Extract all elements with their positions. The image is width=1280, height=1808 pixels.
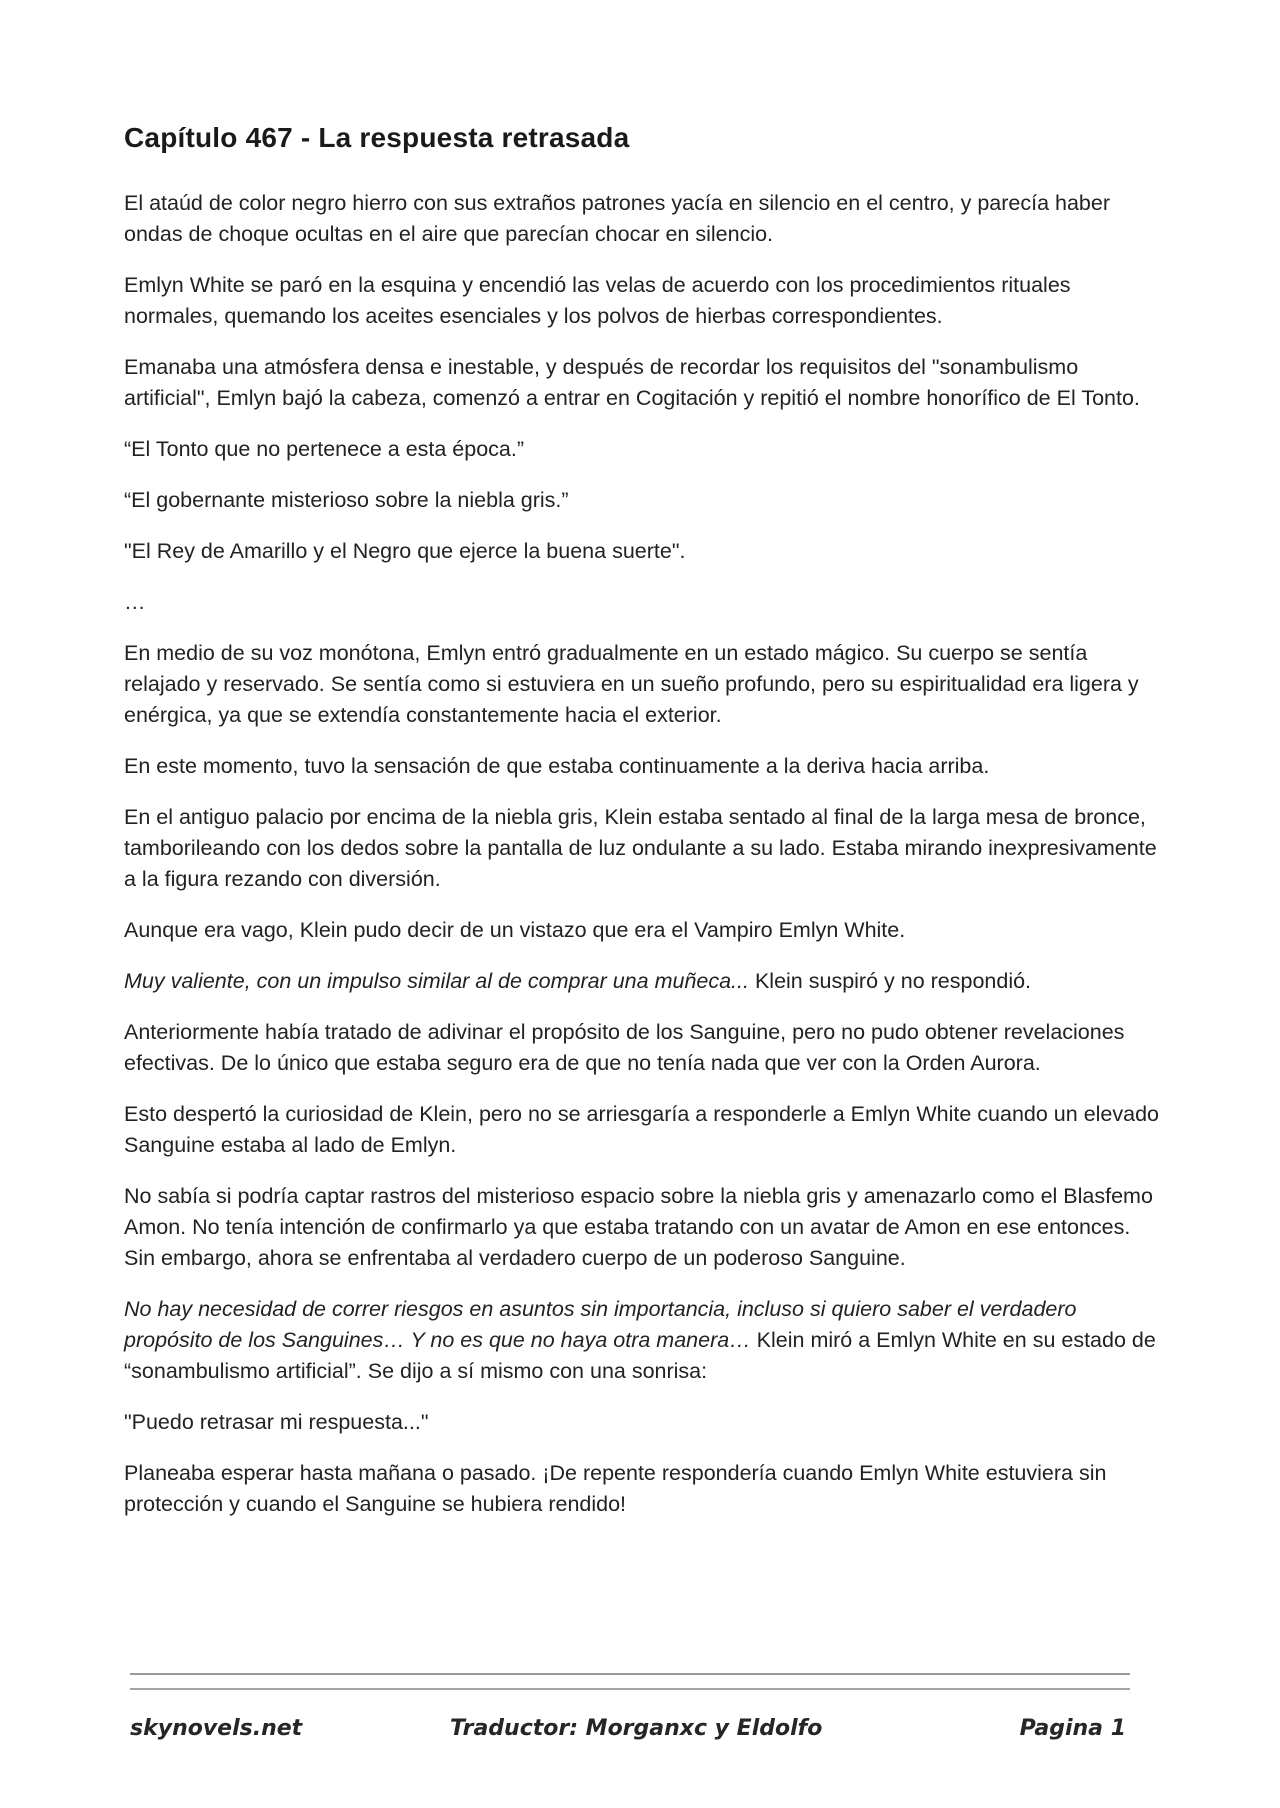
paragraph [124,270,1164,332]
chapter-title: Capítulo 467 - La respuesta retrasada [124,122,630,153]
paragraph [124,638,1164,731]
paragraph [124,751,1164,782]
paragraph [124,1017,1164,1079]
paragraph-run: “El Tonto que no pertenece a esta época.” [124,437,525,461]
paragraph-run: "El Rey de Amarillo y el Negro que ejerce la buena suerte". [124,539,686,563]
page-footer [130,1716,1130,1750]
paragraph-run: En medio de su voz monótona, Emlyn entró gradualmente en un estado mágico. Su cuerpo se sentía relajado y reservado. Se sentía como si estuviera en un sueño profundo, pero su espiritualidad era ligera y enérgica, ya que se extendía constantemente hacia el exterior. [124,641,1139,727]
paragraph-run: "Puedo retrasar mi respuesta..." [124,1410,429,1434]
chapter-body [124,188,1164,1540]
paragraph-run: Emanaba una atmósfera densa e inestable, y después de recordar los requisitos del "sonambulismo artificial", Emlyn bajó la cabeza, comenzó a entrar en Cogitación y repitió el nombre honorífico de El Tonto. [124,355,1140,410]
paragraph-run: … [124,590,146,614]
paragraph [124,1458,1164,1520]
paragraph [124,352,1164,414]
paragraph-run: Emlyn White se paró en la esquina y encendió las velas de acuerdo con los procedimientos rituales normales, quemando los aceites esenciales y los polvos de hierbas correspondientes. [124,273,1071,328]
footer-divider-bottom [130,1688,1130,1690]
paragraph [124,587,1164,618]
paragraph-italic-run: No hay necesidad de correr riesgos en asuntos sin importancia, incluso si quiero saber el verdadero propósito de los Sanguines… Y no es que no haya otra manera… [124,1297,1077,1352]
paragraph-run: Planeaba esperar hasta mañana o pasado. ¡De repente respondería cuando Emlyn White estuviera sin protección y cuando el Sanguine se hubiera rendido! [124,1461,1107,1516]
paragraph-run: El ataúd de color negro hierro con sus extraños patrones yacía en silencio en el centro, y parecía haber ondas de choque ocultas en el aire que parecían chocar en silencio. [124,191,1110,246]
paragraph [124,536,1164,567]
paragraph-run: “El gobernante misterioso sobre la niebla gris.” [124,488,569,512]
paragraph [124,915,1164,946]
paragraph-run: Anteriormente había tratado de adivinar el propósito de los Sanguine, pero no pudo obtener revelaciones efectivas. De lo único que estaba seguro era de que no tenía nada que ver con la Orden Aurora. [124,1020,1125,1075]
paragraph-run: No sabía si podría captar rastros del misterioso espacio sobre la niebla gris y amenazarlo como el Blasfemo Amon. No tenía intención de confirmarlo ya que estaba tratando con un avatar de Amon en ese entonces. Sin embargo, ahora se enfrentaba al verdadero cuerpo de un poderoso Sanguine. [124,1184,1153,1270]
paragraph-run: Klein suspiró y no respondió. [748,969,1032,993]
paragraph [124,1181,1164,1274]
paragraph [124,966,1164,997]
footer-translator: Traductor: Morganxc y Eldolfo [450,1716,823,1741]
footer-page-number: Pagina 1 [1019,1716,1126,1741]
footer-site: skynovels.net [130,1716,303,1741]
footer-divider-top [130,1673,1130,1675]
paragraph-run: Esto despertó la curiosidad de Klein, pero no se arriesgaría a responderle a Emlyn White cuando un elevado Sanguine estaba al lado de Emlyn. [124,1102,1160,1157]
paragraph-run: En el antiguo palacio por encima de la niebla gris, Klein estaba sentado al final de la larga mesa de bronce, tamborileando con los dedos sobre la pantalla de luz ondulante a su lado. Estaba mirando inexpresivamente a la figura rezando con diversión. [124,805,1157,891]
paragraph [124,434,1164,465]
paragraph [124,188,1164,250]
paragraph [124,802,1164,895]
paragraph [124,1294,1164,1387]
paragraph [124,1407,1164,1438]
paragraph [124,485,1164,516]
paragraph-run: Klein miró a Emlyn White en su estado de “sonambulismo artificial”. Se dijo a sí mismo con una sonrisa: [124,1328,1156,1383]
paragraph-run: En este momento, tuvo la sensación de que estaba continuamente a la deriva hacia arriba. [124,754,990,778]
paragraph-italic-run: Muy valiente, con un impulso similar al de comprar una muñeca... [124,969,749,993]
paragraph [124,1099,1164,1161]
paragraph-run: Aunque era vago, Klein pudo decir de un vistazo que era el Vampiro Emlyn White. [124,918,906,942]
